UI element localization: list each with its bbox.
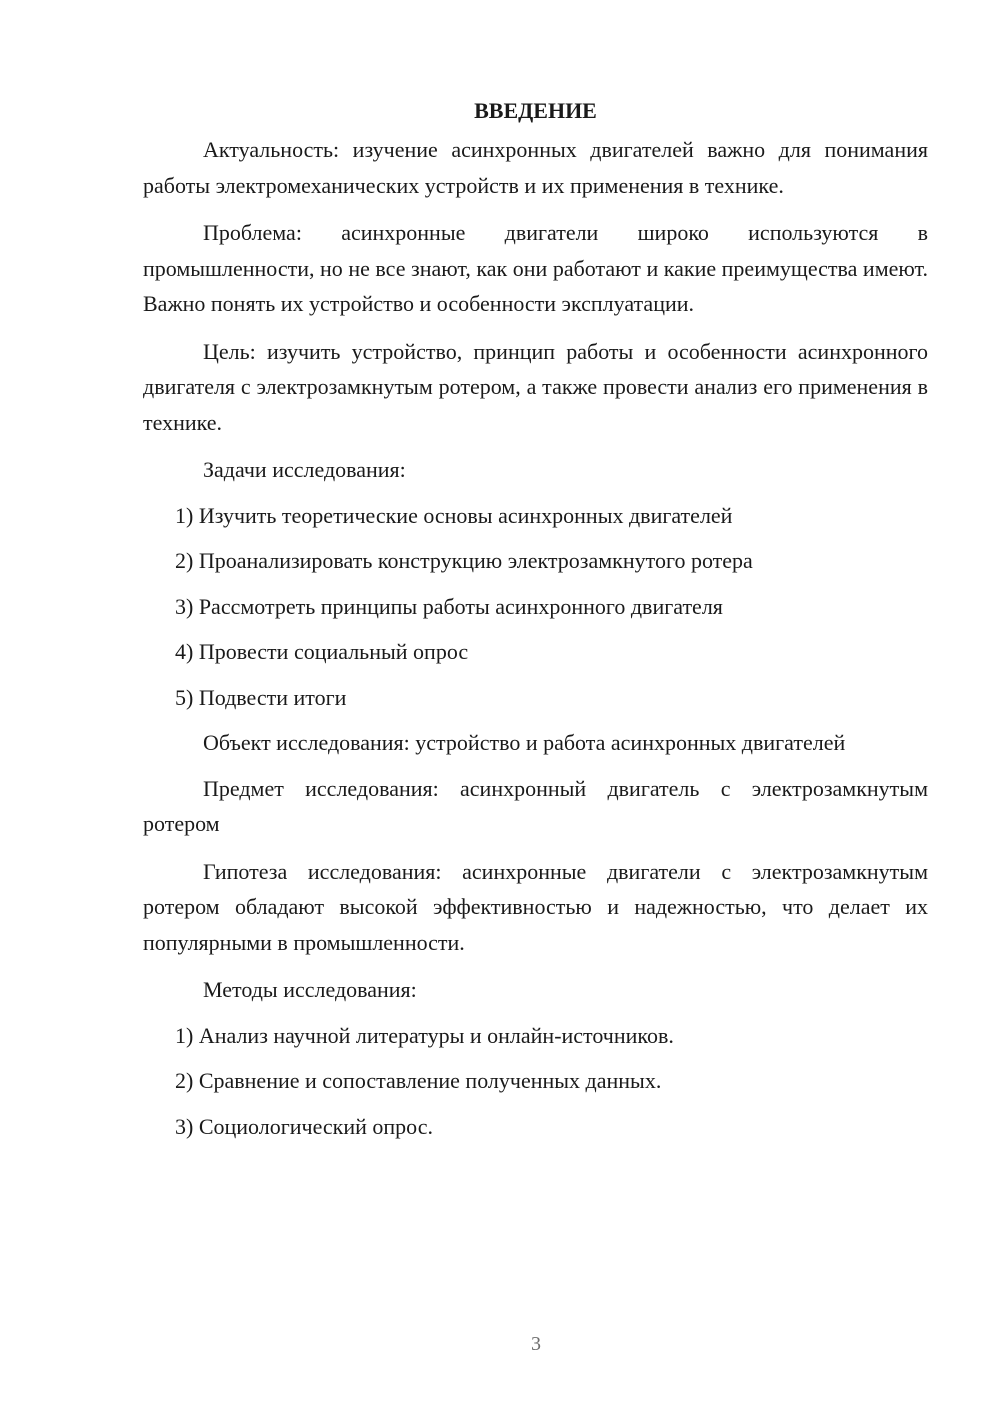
methods-heading: Методы исследования:: [203, 977, 417, 1002]
hypothesis-paragraph: Гипотеза исследования: асинхронные двигатели с электрозамкнутым ротером обладают высокой эффективностью и надежностью, что делает их популярными в промышленности.: [143, 858, 928, 955]
goal-paragraph: Цель: изучить устройство, принцип работы и особенности асинхронного двигателя с электрозамкнутым ротером, а также провести анализ его применения в технике.: [143, 338, 928, 435]
task-item: 5) Подвести итоги: [175, 684, 347, 710]
task-item: 2) Проанализировать конструкцию электрозамкнутого ротера: [175, 548, 753, 573]
object-paragraph: Объект исследования: устройство и работа асинхронных двигателей: [203, 730, 846, 755]
relevance-paragraph: Актуальность: изучение асинхронных двигателей важно для понимания работы электромеханических устройств и их применения в технике.: [143, 137, 928, 198]
task-item: 1) Изучить теоретические основы асинхронных двигателей: [175, 502, 733, 528]
task-item: 3) Рассмотреть принципы работы асинхронного двигателя: [175, 593, 723, 619]
section-title: ВВЕДЕНИЕ: [474, 98, 597, 123]
method-item: 2) Сравнение и сопоставление полученных данных.: [175, 1068, 662, 1093]
document-page: [143, 94, 928, 1154]
page-number: 3: [531, 1333, 541, 1355]
method-item: 1) Анализ научной литературы и онлайн-источников.: [175, 1022, 674, 1048]
method-item: 3) Социологический опрос.: [175, 1113, 433, 1139]
tasks-heading: Задачи исследования:: [203, 457, 406, 482]
task-item: 4) Провести социальный опрос: [175, 639, 469, 664]
subject-paragraph: Предмет исследования: асинхронный двигатель с электрозамкнутым ротером: [143, 775, 928, 836]
problem-paragraph: Проблема: асинхронные двигатели широко используются в промышленности, но не все знают, как они работают и какие преимущества имеют. Важно понять их устройство и особенности эксплуатации.: [143, 220, 928, 316]
